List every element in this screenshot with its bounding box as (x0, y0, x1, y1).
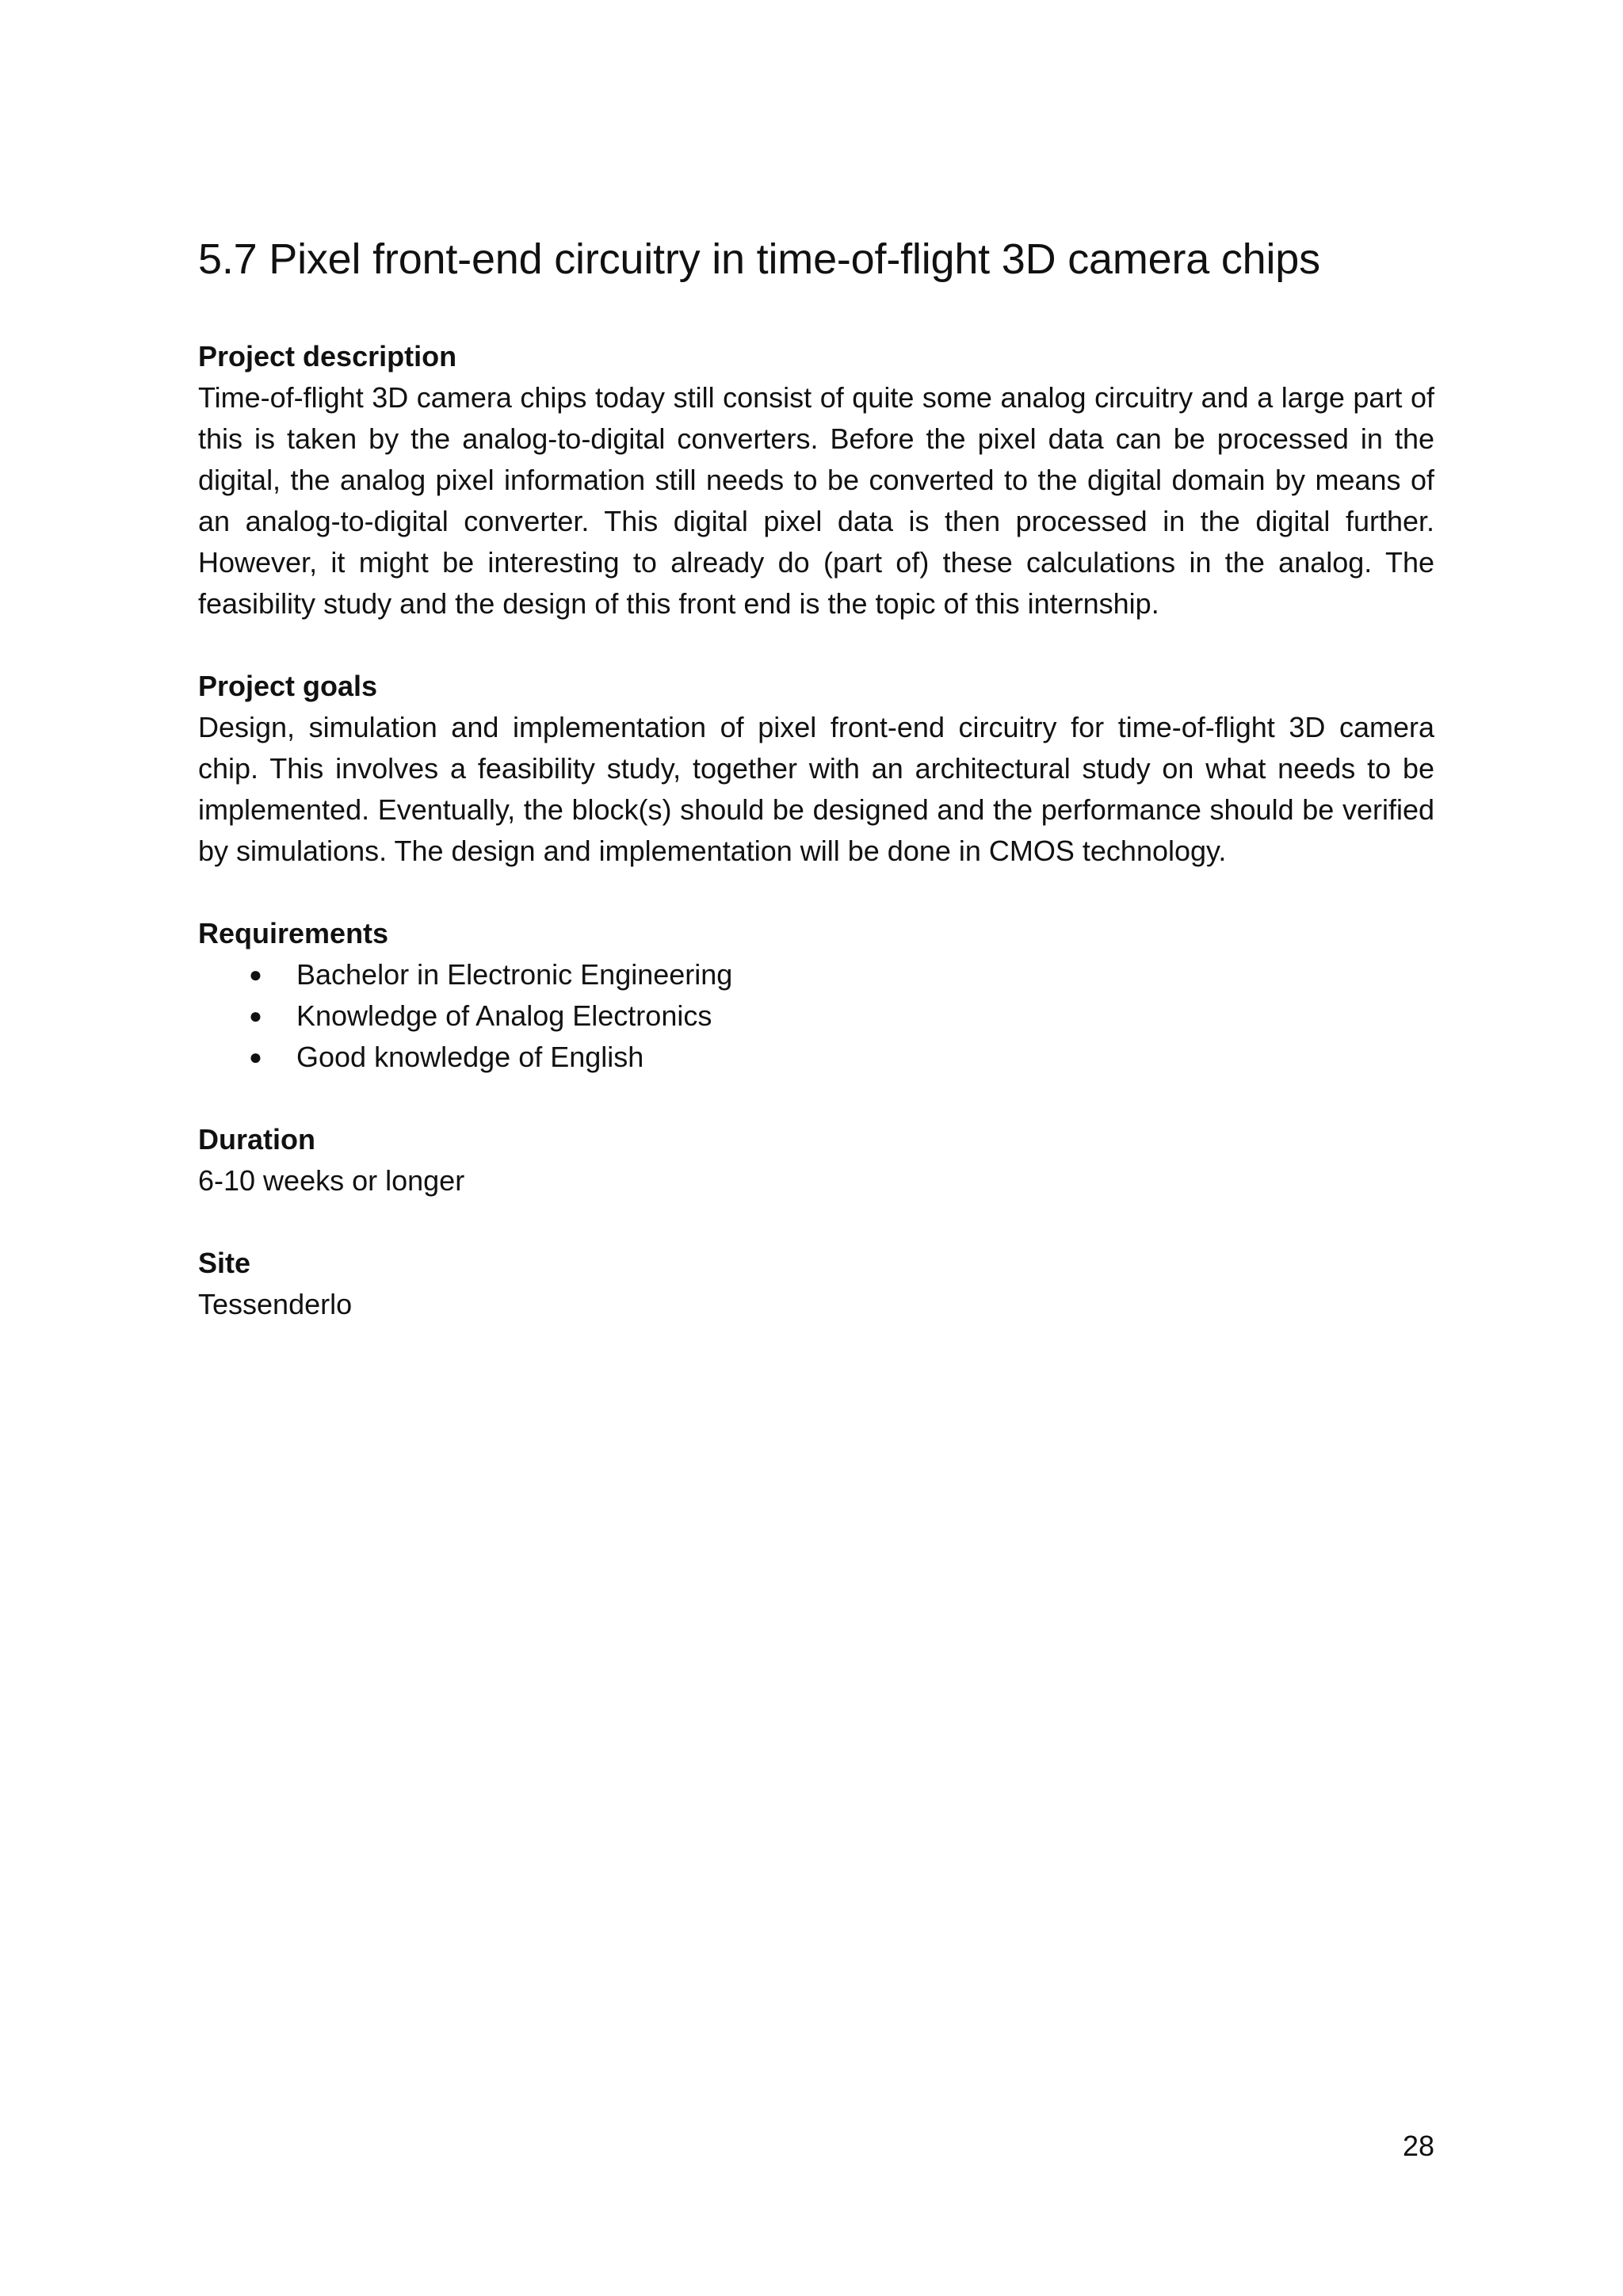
requirements-heading: Requirements (198, 917, 389, 949)
site-section (198, 1243, 1434, 1325)
requirement-text: Good knowledge of English (296, 1041, 644, 1073)
requirements-section (198, 913, 1434, 1078)
list-item (198, 995, 1434, 1037)
duration-section (198, 1119, 1434, 1201)
duration-heading: Duration (198, 1123, 315, 1156)
site-heading: Site (198, 1247, 251, 1279)
bullet-icon: ● (249, 1003, 262, 1028)
page-title: 5.7 Pixel front-end circuitry in time-of-flight 3D camera chips (198, 235, 1320, 283)
project-description-heading: Project description (198, 340, 457, 372)
requirement-text: Bachelor in Electronic Engineering (296, 958, 733, 991)
project-description-section (198, 336, 1434, 625)
project-goals-text: Design, simulation and implementation of pixel front-end circuitry for time-of-flight 3D camera chip. This involves a feasibility study, together with an architectural study on what needs to be implemented. Eventually, the block(s) should be designed and the performance should be verified by simulations. The design and implementation will be done in CMOS technology. (198, 711, 1434, 867)
requirements-list (198, 954, 1434, 1078)
project-goals-heading: Project goals (198, 670, 378, 702)
duration-text: 6-10 weeks or longer (198, 1164, 465, 1197)
project-goals-section (198, 666, 1434, 872)
project-description-text: Time-of-flight 3D camera chips today still consist of quite some analog circuitry and a large part of this is taken by the analog-to-digital converters. Before the pixel data can be processed in the digital, the analog pixel information still needs to be converted to the digital domain by means of an analog-to-digital converter. This digital pixel data is then processed in the digital further. However, it might be interesting to already do (part of) these calculations in the analog. The feasibility study and the design of this front end is the topic of this internship. (198, 381, 1434, 620)
page-content (198, 230, 1434, 1366)
list-item (198, 1037, 1434, 1078)
list-item (198, 954, 1434, 995)
requirement-text: Knowledge of Analog Electronics (296, 999, 712, 1032)
bullet-icon: ● (249, 962, 262, 987)
page-number: 28 (1402, 2130, 1434, 2162)
site-text: Tessenderlo (198, 1288, 353, 1320)
bullet-icon: ● (249, 1045, 262, 1069)
